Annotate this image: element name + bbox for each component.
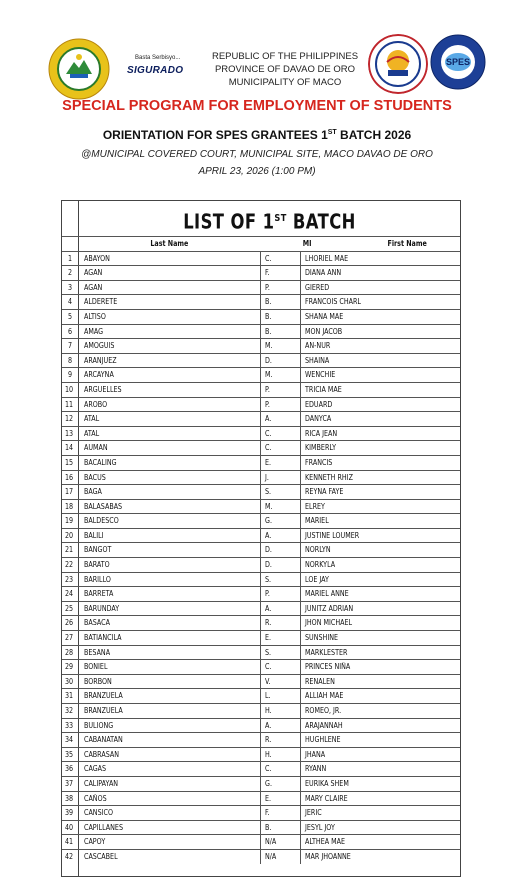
middle-initial-cell: C. [260,252,350,266]
first-name-cell: LHORIEL MAE [300,252,460,266]
table-row [62,528,460,543]
spes-seal-label: SPES [445,57,471,67]
row-number: 42 [65,851,74,861]
middle-initial-cell: N/A [260,850,350,864]
last-name-cell: ALTISO [84,311,106,321]
row-number: 19 [65,516,74,526]
row-number: 35 [65,749,74,759]
table-row [62,513,460,528]
table-row [62,397,460,412]
table-row [62,572,460,587]
last-name-cell: BACUS [84,472,106,482]
last-name-cell: CABRASAN [84,749,120,759]
table-row [62,470,460,485]
orientation-title-sup: ST [327,129,337,136]
first-name-cell: GIERED [300,281,460,295]
row-number: 1 [67,253,72,263]
province-line: PROVINCE OF DAVAO DE ORO [214,64,356,75]
table-row [62,747,460,762]
first-name-cell: ELREY [300,500,460,514]
date-line: APRIL 23, 2026 (1:00 PM) [198,166,316,177]
first-name-cell: MAR JHOANNE [300,850,460,864]
first-name-cell: NORLYN [300,543,460,557]
last-name-cell: BULIONG [84,720,114,730]
first-name-cell: LOE JAY [300,573,460,587]
middle-initial-cell: C. [260,427,350,441]
row-number: 13 [65,428,74,438]
row-number: 5 [67,311,72,321]
first-name-cell: MARIEL ANNE [300,587,460,601]
table-header-row [62,236,460,251]
sigurado-logo [127,55,197,77]
last-name-cell: BARUNDAY [84,603,120,613]
row-number: 38 [65,793,74,803]
middle-initial-cell: C. [260,762,350,776]
last-name-cell: ARGUELLES [84,384,122,394]
table-row [62,761,460,776]
middle-initial-cell: D. [260,354,350,368]
last-name-cell: CAPILLANES [84,822,123,832]
table-row [62,645,460,660]
row-number: 8 [67,355,72,365]
first-name-cell: ROMEO, JR. [300,704,460,718]
row-number: 4 [67,297,72,307]
last-name-cell: CAPOY [84,837,106,847]
last-name-cell: BESANA [84,647,111,657]
last-name-cell: CANSICO [84,808,113,818]
first-name-cell: ARAJANNAH [300,719,460,733]
table-row [62,542,460,557]
table-row [62,791,460,806]
middle-initial-cell: S. [260,485,350,499]
last-name-cell: AUMAN [84,443,108,453]
venue-line: @MUNICIPAL COVERED COURT, MUNICIPAL SITE, MACO DAVAO DE ORO [81,149,433,160]
last-name-cell: BACALING [84,457,117,467]
middle-initial-cell: A. [260,602,350,616]
row-number: 24 [65,589,74,599]
row-number: 20 [65,530,74,540]
middle-initial-cell: D. [260,543,350,557]
last-name-cell: BATIANCILA [84,633,122,643]
column-header-mi: MI [302,239,312,248]
row-number: 40 [65,822,74,832]
table-row [62,805,460,820]
row-number: 26 [65,618,74,628]
first-name-cell: JESYL JOY [300,821,460,835]
letterhead [0,0,514,100]
first-name-cell: FRANCIS [300,456,460,470]
middle-initial-cell: G. [260,514,350,528]
row-number: 37 [65,778,74,788]
row-number: 11 [65,399,74,409]
last-name-cell: CAGAS [84,764,107,774]
row-number: 6 [67,326,72,336]
last-name-cell: ATAL [84,428,100,438]
table-row [62,615,460,630]
middle-initial-cell: A. [260,412,350,426]
last-name-cell: BRANZUELA [84,706,123,715]
middle-initial-cell: M. [260,339,350,353]
table-row [62,659,460,674]
middle-initial-cell: P. [260,398,350,412]
first-name-cell: EDUARD [300,398,460,412]
table-row [62,251,460,266]
middle-initial-cell: M. [260,500,350,514]
spes-seal-icon [430,34,486,90]
table-row [62,338,460,353]
row-number: 34 [65,735,74,745]
first-name-cell: MARIEL [300,514,460,528]
batch-list-table [61,200,461,877]
row-number: 14 [65,443,74,453]
list-title-sup: ST [274,213,287,224]
table-row [62,440,460,455]
middle-initial-cell: B. [260,310,350,324]
table-row [62,557,460,572]
row-number: 2 [67,268,72,278]
last-name-cell: AGAN [84,282,103,292]
first-name-cell: MARKLESTER [300,646,460,660]
row-number: 10 [65,384,74,394]
middle-initial-cell: H. [260,748,350,762]
row-number: 17 [65,487,74,497]
first-name-cell: KIMBERLY [300,441,460,455]
table-row [62,426,460,441]
last-name-cell: BALDESCO [84,516,119,526]
table-body [62,236,460,864]
first-name-cell: FRANCOIS CHARL [300,295,460,309]
first-name-cell: PRINCES NIÑA [300,660,460,674]
table-row [62,601,460,616]
table-row [62,820,460,835]
last-name-cell: BANGOT [84,545,112,555]
middle-initial-cell: E. [260,631,350,645]
last-name-cell: ARCAYNA [84,370,114,380]
middle-initial-cell: B. [260,325,350,339]
first-name-cell: RYANN [300,762,460,776]
table-row [62,674,460,689]
program-title: SPECIAL PROGRAM FOR EMPLOYMENT OF STUDENTS [62,98,452,114]
table-row [62,849,460,864]
table-row [62,455,460,470]
table-row [62,309,460,324]
last-name-cell: BALILI [84,530,104,540]
row-number: 9 [67,370,72,380]
column-header-last-name: Last Name [150,239,189,248]
first-name-cell: RENALEN [300,675,460,689]
first-name-cell: JUNITZ ADRIAN [300,602,460,616]
last-name-cell: CAÑOS [84,793,107,803]
table-row [62,834,460,849]
first-name-cell: SUNSHINE [300,631,460,645]
last-name-cell: ABAYON [84,253,110,263]
middle-initial-cell: C. [260,441,350,455]
middle-initial-cell: J. [260,471,350,485]
middle-initial-cell: F. [260,806,350,820]
row-number: 18 [65,501,74,511]
middle-initial-cell: R. [260,616,350,630]
middle-initial-cell: P. [260,281,350,295]
last-name-cell: CALIPAYAN [84,778,119,788]
row-number: 12 [65,414,74,424]
middle-initial-cell: B. [260,821,350,835]
first-name-cell: DANYCA [300,412,460,426]
first-name-cell: SHAINA [300,354,460,368]
middle-initial-cell: S. [260,646,350,660]
municipality-line: MUNICIPALITY OF MACO [228,77,342,88]
orientation-title-pre: ORIENTATION FOR SPES GRANTEES 1 [102,128,328,142]
middle-initial-cell: M. [260,368,350,382]
last-name-cell: BARRETA [84,589,114,599]
last-name-cell: AMAG [84,326,104,336]
row-number: 16 [65,472,74,482]
last-name-cell: CASCABEL [84,851,118,861]
last-name-cell: AMOGUIS [84,341,115,351]
first-name-cell: SHANA MAE [300,310,460,324]
row-number: 7 [67,341,72,351]
row-number: 30 [65,676,74,686]
last-name-cell: BORBON [84,676,112,686]
middle-initial-cell: R. [260,733,350,747]
first-name-cell: JHANA [300,748,460,762]
table-row [62,265,460,280]
sigurado-wordmark: SIGURADO [127,65,184,76]
bayan-ng-maco-seal-icon [48,38,110,100]
table-row [62,718,460,733]
first-name-cell: ALLIAH MAE [300,689,460,703]
table-row [62,484,460,499]
middle-initial-cell: E. [260,792,350,806]
row-number: 41 [65,837,74,847]
last-name-cell: BRANZUELA [84,691,123,701]
list-title-post: BATCH [286,209,356,234]
row-number: 23 [65,574,74,584]
row-number: 25 [65,603,74,613]
middle-initial-cell: P. [260,587,350,601]
peso-seal-icon [368,34,428,94]
first-name-cell: JUSTINE LOUMER [300,529,460,543]
republic-line: REPUBLIC OF THE PHILIPPINES [211,51,359,62]
first-name-cell: AN-NUR [300,339,460,353]
table-row [62,630,460,645]
sigurado-tagline: Basta Serbisyo... [135,55,181,61]
middle-initial-cell: C. [260,660,350,674]
table-row [62,324,460,339]
table-row [62,382,460,397]
last-name-cell: BARILLO [84,574,111,584]
row-number: 15 [65,457,74,467]
table-row [62,688,460,703]
table-row [62,732,460,747]
last-name-cell: AGAN [84,268,103,278]
middle-initial-cell: G. [260,777,350,791]
table-row [62,703,460,718]
table-row [62,499,460,514]
table-row [62,776,460,791]
last-name-cell: CABANATAN [84,735,123,745]
row-number: 36 [65,764,74,774]
middle-initial-cell: B. [260,295,350,309]
last-name-cell: BASACA [84,618,110,628]
list-title [113,201,425,236]
first-name-cell: TRICIA MAE [300,383,460,397]
table-row [62,586,460,601]
middle-initial-cell: P. [260,383,350,397]
last-name-cell: ATAL [84,414,100,424]
row-number: 3 [67,282,72,292]
table-row [62,353,460,368]
first-name-cell: KENNETH RHIZ [300,471,460,485]
first-name-cell: RICA JEAN [300,427,460,441]
middle-initial-cell: A. [260,719,350,733]
row-number: 29 [65,662,74,672]
last-name-cell: BALASABAS [84,501,123,511]
row-number: 21 [65,545,74,555]
row-number: 31 [65,691,74,701]
row-number: 33 [65,720,74,730]
table-row [62,411,460,426]
middle-initial-cell: E. [260,456,350,470]
first-name-cell: EURIKA SHEM [300,777,460,791]
first-name-cell: DIANA ANN [300,266,460,280]
first-name-cell: JHON MICHAEL [300,616,460,630]
middle-initial-cell: S. [260,573,350,587]
first-name-cell: JERIC [300,806,460,820]
middle-initial-cell: H. [260,704,350,718]
row-number: 32 [65,706,74,715]
row-number: 28 [65,647,74,657]
first-name-cell: NORKYLA [300,558,460,572]
list-title-pre: LIST OF 1 [183,209,275,234]
first-name-cell: MON JACOB [300,325,460,339]
first-name-cell: MARY CLAIRE [300,792,460,806]
middle-initial-cell: N/A [260,835,350,849]
last-name-cell: BAGA [84,487,102,497]
middle-initial-cell: L. [260,689,350,703]
first-name-cell: HUGHLENE [300,733,460,747]
table-row [62,280,460,295]
last-name-cell: BONIEL [84,662,108,672]
row-number: 22 [65,560,74,570]
row-number: 39 [65,808,74,818]
orientation-title-post: BATCH 2026 [336,128,412,142]
last-name-cell: BARATO [84,560,110,570]
middle-initial-cell: A. [260,529,350,543]
table-row [62,294,460,309]
middle-initial-cell: D. [260,558,350,572]
municipality-address [200,50,370,89]
column-header-first-name: First Name [387,239,427,248]
last-name-cell: ALDERETE [84,297,118,307]
last-name-cell: AROBO [84,399,108,409]
orientation-title [0,128,514,142]
last-name-cell: ARANJUEZ [84,355,117,365]
table-row [62,367,460,382]
middle-initial-cell: V. [260,675,350,689]
first-name-cell: REYNA FAYE [300,485,460,499]
first-name-cell: WENCHIE [300,368,460,382]
middle-initial-cell: F. [260,266,350,280]
first-name-cell: ALTHEA MAE [300,835,460,849]
row-number: 27 [65,633,74,643]
